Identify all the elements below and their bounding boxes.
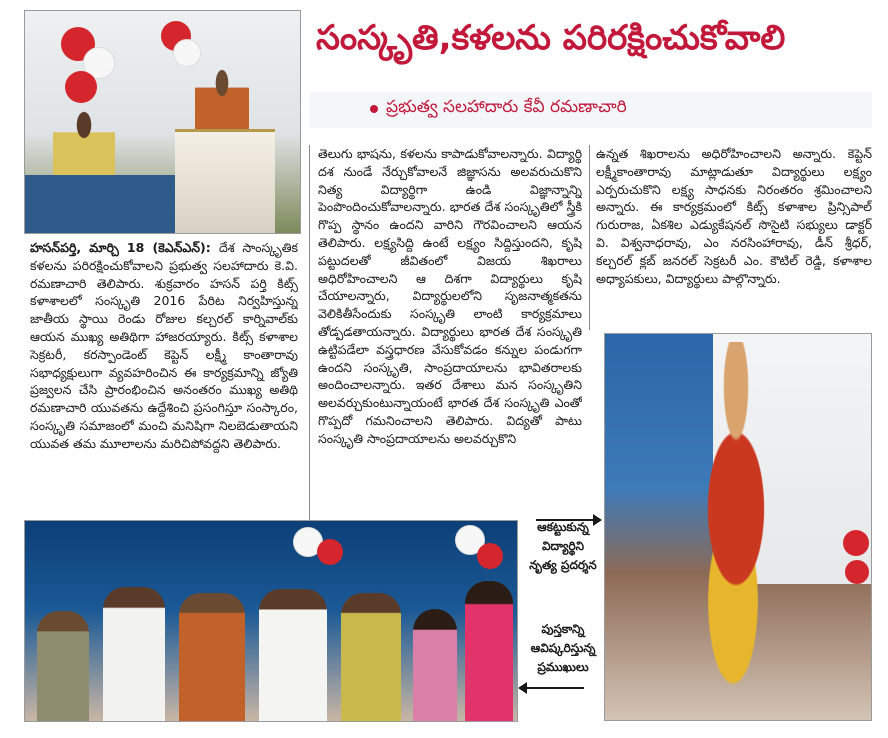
article-text: తెలుగు భాషను, కళలను కాపాడుకోవాలన్నారు. విద్యార్థి దశ నుండే నేర్చుకోవాలనే జిజ్ఞాసను అలవరుచుకొని నిత్య విద్యార్థిగా ఉండి విజ్ఞాన్నాన్ని పెంపొందించుకోవాలన్నారు. భారత దేశ సంస్కృతిలో స్త్రీకి గొప్ప స్థానం ఉందని వారిని గౌరవించాలని ఆయన తెలిపారు. లక్ష్యసిద్ది ఉంటే లక్ష్యం సిద్దిస్తుందని, కృషి పట్టుదలతో జీవితంలో విజయ శిఖరాలు అధిరోహించాలని ఆ దిశగా విద్యార్థులు కృషి చేయాలన్నారు, విద్యార్థులలోని సృజనాత్మకతను వెలికితీసేందుకు సంస్కృతి లాంటి కార్యక్రమాలు తోడ్పడతాయన్నారు. విద్యార్థులు భారత దేశ సంస్కృతి ఉట్టిపడేలా వస్త్రధారణ వేసుకోవడం కన్నుల పండుగగా ఉందని సంస్కృతి, సాంప్రదాయాలను భావితరాలకు అందించాలన్నారు. ఇతర దేశాలు మన సంస్కృతిని అలవర్చుకుంటున్నాయంటే భారత దేశ సంస్కృతి ఎంతో గొప్పదో గమనించాలని తెలిపారు. విద్యతో పాటు సంస్కృతి సాంప్రదాయాలను అలవర్చుకొని xyxy=(318,146,582,446)
dancer xyxy=(661,342,811,712)
headline: సంస్కృతి,కళలను పరిరక్షించుకోవాలి xyxy=(316,18,786,58)
article-text: ఉన్నత శిఖరాలను అధిరోహించాలని అన్నారు. కెప్టెన్ లక్ష్మీకాంతారావు మాట్లాడుతూ విద్యార్థులు లక్ష్యం ఎర్పరుచుకొని లక్ష్య సాధనకు నిరంతరం శ్రమించాలని అన్నారు. ఈ కార్యక్రమంలో కిట్స్ కళాశాల ప్రిన్సిపాల్ గురురాజ, ఏకశిల ఎడ్యుకేషనల్ సొసైటి సభ్యులు డాక్టర్ వి. విశ్వనాధరావు, ఎం నరసింహారావు, డీన్ శ్రీధర్, కల్చరల్ క్లబ్ జనరల్ సెక్రటరీ ఎం. కౌటిల్ రెడ్డి, కళాశాల అధ్యాపకులు, విద్యార్థులు పాల్గొన్నారు. xyxy=(596,146,872,286)
person xyxy=(465,581,513,721)
caption-arrow-left xyxy=(526,687,584,689)
article-column-3 xyxy=(596,145,872,325)
caption-book-release: పుస్తకాన్ని ఆవిష్కరిస్తున్న ప్రముఖులు xyxy=(530,622,596,674)
photo-book-release xyxy=(24,520,518,722)
dateline: హసన్‌పర్తి, మార్చి 18 (కెఎన్‌ఎన్): xyxy=(30,240,219,255)
article-column-2 xyxy=(318,145,582,525)
photo-dancer xyxy=(604,333,872,721)
balloon xyxy=(173,39,201,67)
balloon xyxy=(843,530,869,556)
photo-speaker-podium xyxy=(24,10,301,234)
subheading-bar xyxy=(310,92,872,128)
person xyxy=(179,593,245,721)
balloon xyxy=(65,71,97,103)
column-divider xyxy=(309,145,310,520)
balloon xyxy=(477,543,503,569)
podium xyxy=(175,129,275,234)
person xyxy=(413,609,457,721)
article-text: దేశ సాంస్కృతిక కళలను పరిరక్షించుకోవాలని ప్రభుత్వ సలహాదారు కె.వి. రమణాచారి తెలిపారు. శుక్రవారం హసన్ పర్తి కిట్స్ కళాశాలలో సంస్కృతి 2016 పేరిట నిర్వహిస్తున్న జాతీయ స్థాయి రెండు రోజుల కల్చరల్ కార్నివాల్‌కు ఆయన ముఖ్య అతిథిగా హాజరయ్యారు. కిట్స్ కళాశాల సెక్రటరీ, కరస్పాండెంట్ కెప్టెన్ లక్ష్మీ కాంతారావు సభాధ్యక్షులుగా వ్యవహరించిన ఈ కార్యక్రమాన్ని జ్యోతి ప్రజ్వలన చేసి ప్రారంభించిన అనంతరం ముఖ్య అతిథి రమణాచారి యువతను ఉద్దేశించి ప్రసంగిస్తూ సంస్కారం, సంస్కృతి సమాజంలో మంచి మనిషిగా నిలబెడుతాయని యువత తమ మూలాలను మరిచిపోవద్దని తెలిపారు. xyxy=(30,240,298,451)
subheading: ప్రభుత్వ సలహాదారు కేవీ రమణాచారి xyxy=(386,97,627,117)
person xyxy=(103,587,165,721)
seated-guest xyxy=(53,111,115,181)
balloon xyxy=(317,539,343,565)
bullet-icon xyxy=(370,105,378,113)
caption-dance: ఆకట్టుకున్న విద్యార్థిని నృత్య ప్రదర్శన xyxy=(529,520,597,572)
column-divider xyxy=(589,145,590,330)
dais-table xyxy=(25,175,175,233)
balloon xyxy=(845,560,869,584)
article-column-1 xyxy=(30,239,298,517)
person xyxy=(341,593,401,721)
person xyxy=(259,589,327,721)
person xyxy=(37,611,89,721)
